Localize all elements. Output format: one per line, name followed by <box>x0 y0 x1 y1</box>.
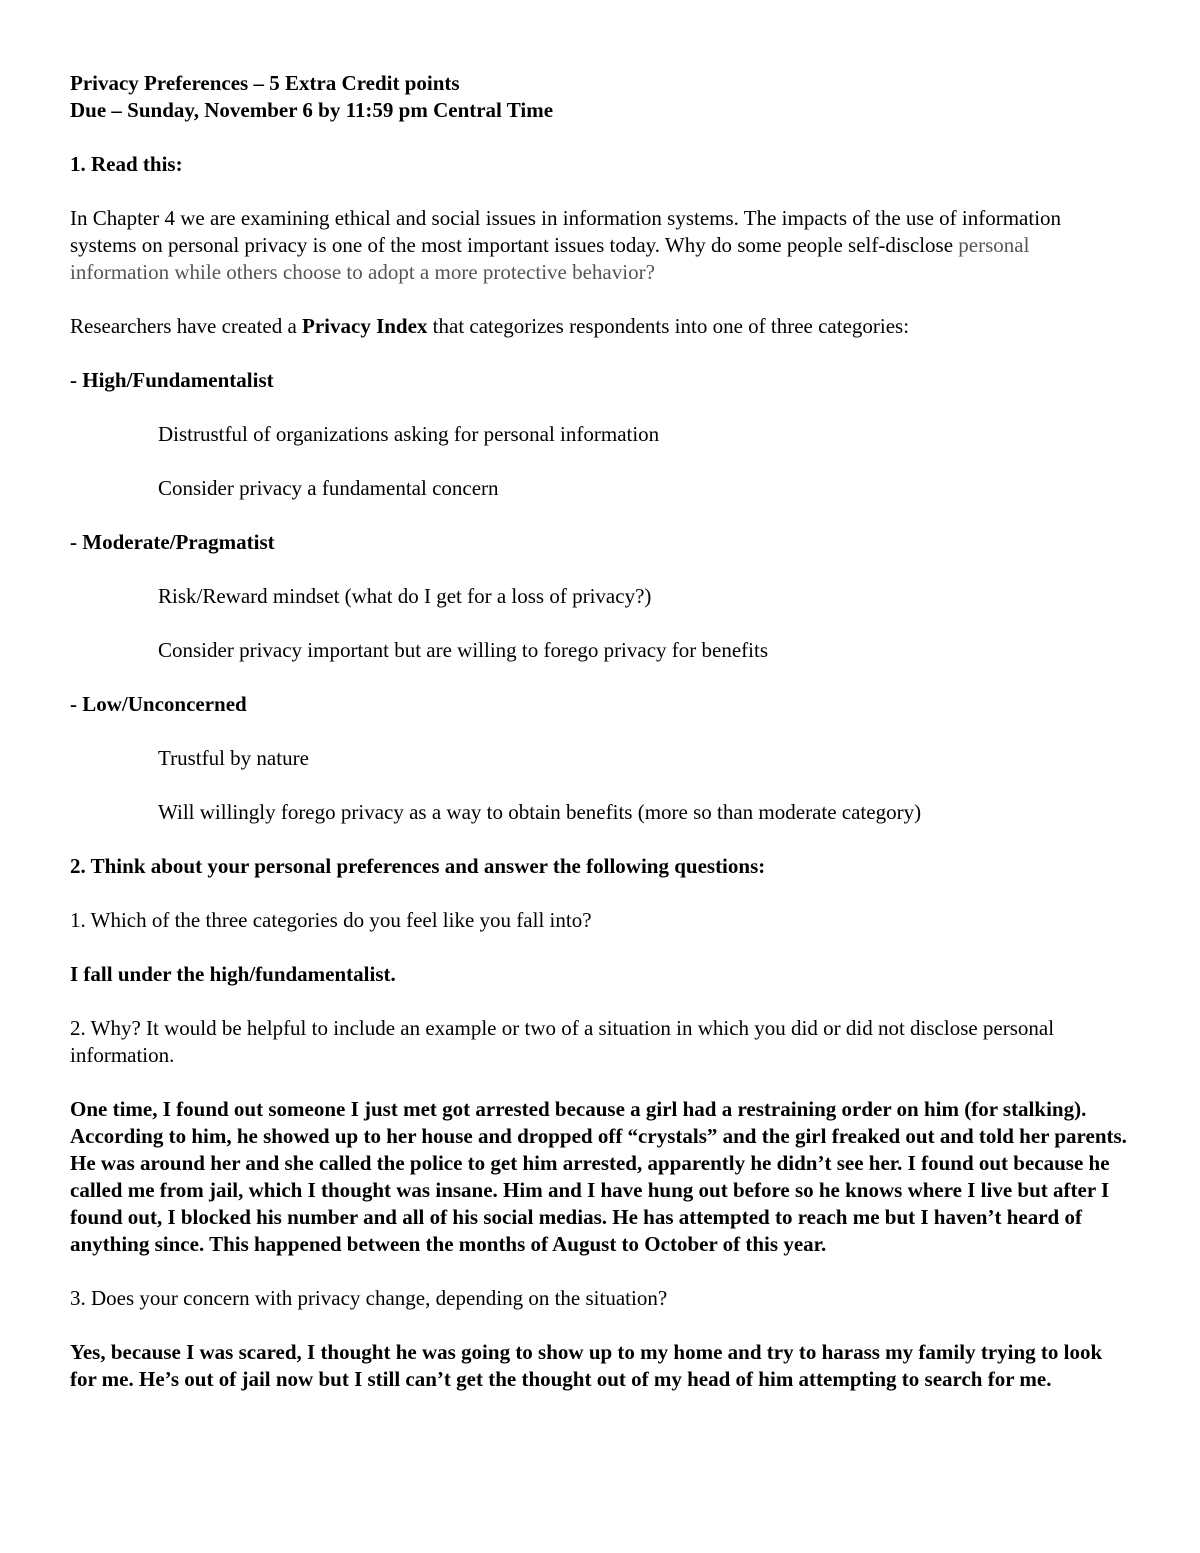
question-1: 1. Which of the three categories do you feel like you fall into? <box>70 908 592 932</box>
category-item: Consider privacy important but are willing to forego privacy for benefits <box>158 638 768 662</box>
question-3: 3. Does your concern with privacy change, depending on the situation? <box>70 1286 668 1310</box>
category-low: - Low/Unconcerned <box>70 692 247 716</box>
category-moderate: - Moderate/Pragmatist <box>70 530 275 554</box>
intro-text-a: In Chapter 4 we are examining ethical and social issues in information systems. The impacts of the use of information systems on personal privacy is one of the most important issues today. Why do some people self-disclose <box>70 206 1062 257</box>
category-item: Trustful by nature <box>158 746 309 770</box>
category-item: Distrustful of organizations asking for personal information <box>158 422 660 446</box>
answer-3: Yes, because I was scared, I thought he was going to show up to my home and try to harass my family trying to look for me. He’s out of jail now but I still can’t get the thought out of my head of him attempting to search for me. <box>70 1340 1103 1391</box>
index-text-pre: Researchers have created a <box>70 314 303 338</box>
due-date: Due – Sunday, November 6 by 11:59 pm Central Time <box>70 98 554 122</box>
answer-2: One time, I found out someone I just met got arrested because a girl had a restraining order on him (for stalking). According to him, he showed up to her house and dropped off “crystals” and the girl freaked out and told her parents. He was around her and she called the police to get him arrested, apparently he didn’t see her. I found out because he called me from jail, which I thought was insane. Him and I have hung out before so he knows where I live but after I found out, I blocked his number and all of his social medias. He has attempted to reach me but I haven’t heard of anything since. This happened between the months of August to October of this year. <box>70 1097 1127 1256</box>
category-item: Consider privacy a fundamental concern <box>158 476 499 500</box>
section1-heading: 1. Read this: <box>70 152 183 176</box>
answer-1: I fall under the high/fundamentalist. <box>70 962 396 986</box>
document-title: Privacy Preferences – 5 Extra Credit points <box>70 71 460 95</box>
category-item: Will willingly forego privacy as a way to obtain benefits (more so than moderate category) <box>158 800 922 824</box>
intro-text-b: personal information while others choose to adopt a more protective behavior? <box>70 233 1030 284</box>
document-page <box>70 70 1130 1393</box>
intro-paragraph <box>70 205 1130 286</box>
category-item: Risk/Reward mindset (what do I get for a loss of privacy?) <box>158 584 652 608</box>
section2-heading: 2. Think about your personal preferences and answer the following questions: <box>70 854 766 878</box>
privacy-index-paragraph <box>70 313 1130 340</box>
category-high: - High/Fundamentalist <box>70 368 274 392</box>
question-2: 2. Why? It would be helpful to include an example or two of a situation in which you did or did not disclose personal information. <box>70 1016 1055 1067</box>
privacy-index-term: Privacy Index <box>302 314 428 338</box>
index-text-post: that categorizes respondents into one of three categories: <box>427 314 910 338</box>
